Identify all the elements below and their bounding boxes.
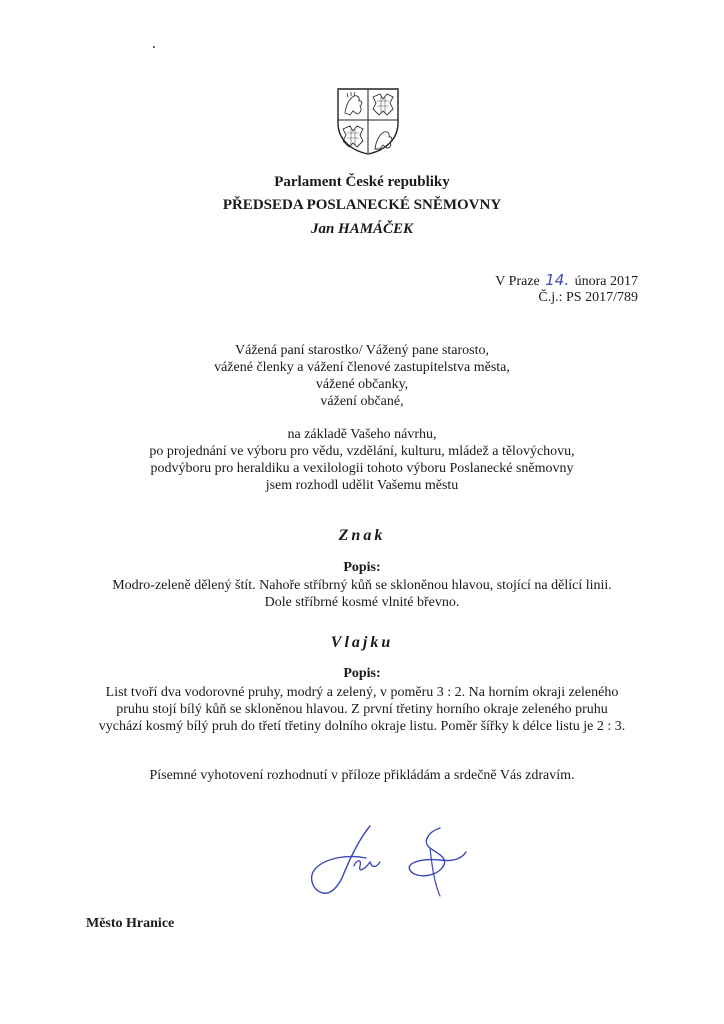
date-suffix: února 2017 <box>574 274 638 289</box>
vlajka-description-line: List tvoří dva vodorovné pruhy, modrý a zelený, v poměru 3 : 2. Na horním okraji zeleného <box>105 685 619 700</box>
intro-line: podvýboru pro heraldiku a vexilologii tohoto výboru Poslanecké sněmovny <box>150 461 574 476</box>
popis-label: Popis: <box>343 560 381 575</box>
office-title: PŘEDSEDA POSLANECKÉ SNĚMOVNY <box>222 197 502 213</box>
salutation-line: vážené členky a vážení členové zastupitelstva města, <box>214 360 510 375</box>
intro-line: na základě Vašeho návrhu, <box>287 427 437 442</box>
znak-description-line: Dole stříbrné kosmé vlnité břevno. <box>264 595 460 610</box>
handwritten-day: 14. <box>545 271 570 289</box>
paper-speck <box>153 46 155 48</box>
dateline <box>495 272 638 290</box>
section-title-vlajka: Vlajku <box>330 634 394 651</box>
handwritten-signature <box>290 818 480 904</box>
salutation-line: vážení občané, <box>320 394 404 409</box>
institution-name: Parlament České republiky <box>274 174 450 190</box>
znak-description-line: Modro-zeleně dělený štít. Nahoře stříbrný kůň se skloněnou hlavou, stojící na dělící linii. <box>112 578 612 593</box>
intro-line: jsem rozhodl udělit Vašemu městu <box>265 478 459 493</box>
intro-line: po projednání ve výboru pro vědu, vzdělání, kulturu, mládež a tělovýchovu, <box>149 444 575 459</box>
salutation-line: vážené občanky, <box>315 377 409 392</box>
closing-line: Písemné vyhotovení rozhodnutí v příloze přikládám a srdečně Vás zdravím. <box>149 768 575 783</box>
sender-name: Jan HAMÁČEK <box>310 221 414 237</box>
reference-number: Č.j.: PS 2017/789 <box>538 290 638 305</box>
vlajka-description-line: vychází kosmý bílý pruh do třetí třetiny dolního okraje listu. Poměr šířky k délce listu je 2 : 3. <box>98 719 626 734</box>
recipient-name: Město Hranice <box>86 916 175 931</box>
popis-label: Popis: <box>343 666 381 681</box>
section-title-znak: Znak <box>338 527 386 544</box>
czech-state-emblem-icon <box>335 87 401 155</box>
date-prefix: V Praze <box>495 274 540 289</box>
salutation-line: Vážená paní starostko/ Vážený pane starosto, <box>235 343 489 358</box>
vlajka-description-line: pruhu stojí bílý kůň se skloněnou hlavou. Z první třetiny horního okraje zeleného pruhu <box>116 702 608 717</box>
